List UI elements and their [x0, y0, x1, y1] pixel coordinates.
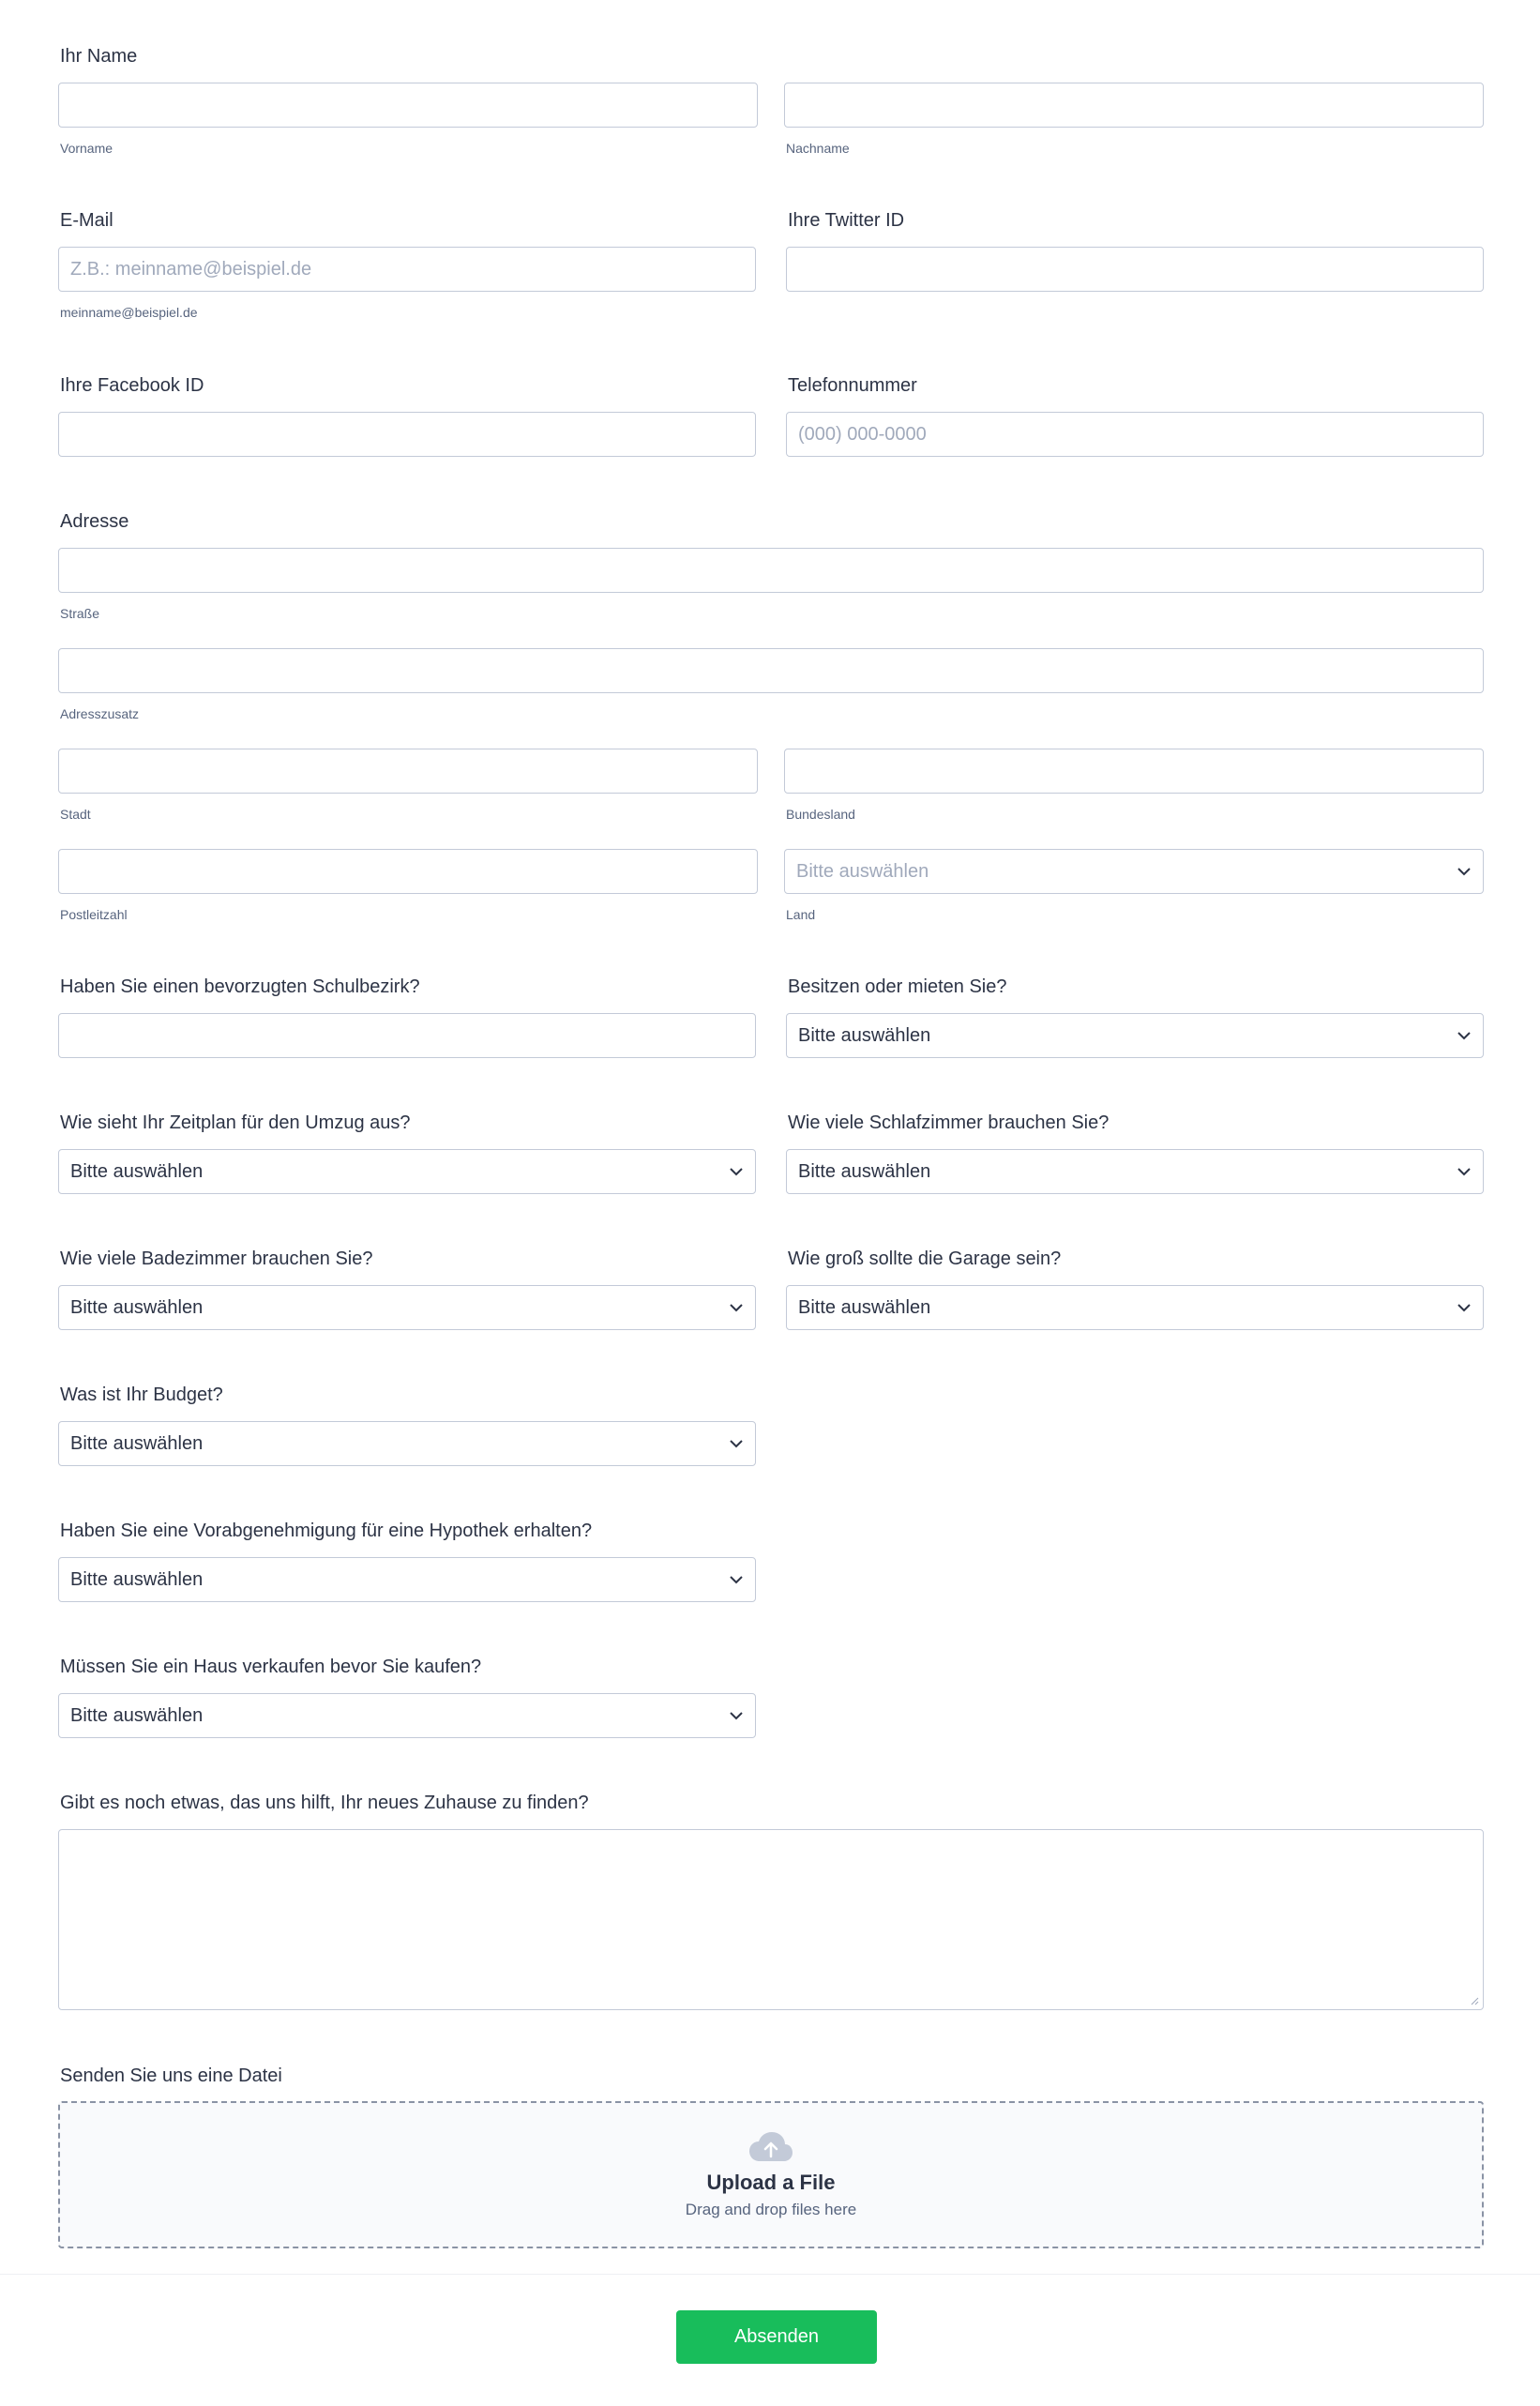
- bathrooms-label: Wie viele Badezimmer brauchen Sie?: [60, 1248, 373, 1269]
- bedrooms-select-value: Bitte auswählen: [798, 1160, 931, 1182]
- chevron-down-icon: [729, 1711, 744, 1720]
- anything-else-label: Gibt es noch etwas, das uns hilft, Ihr neues Zuhause zu finden?: [60, 1793, 589, 1813]
- garage-select[interactable]: [786, 1285, 1484, 1330]
- state-input[interactable]: [784, 749, 1484, 794]
- resize-handle-icon[interactable]: [1470, 1996, 1479, 2005]
- own-rent-select[interactable]: [786, 1013, 1484, 1058]
- country-select[interactable]: [784, 849, 1484, 894]
- facebook-input[interactable]: [58, 412, 756, 457]
- city-input[interactable]: [58, 749, 758, 794]
- phone-input[interactable]: (000) 000-0000: [786, 412, 1484, 457]
- bathrooms-select[interactable]: [58, 1285, 756, 1330]
- state-sublabel: Bundesland: [786, 807, 855, 822]
- timeline-label: Wie sieht Ihr Zeitplan für den Umzug aus?: [60, 1112, 411, 1133]
- country-sublabel: Land: [786, 907, 816, 922]
- sell-first-select[interactable]: [58, 1693, 756, 1738]
- budget-select-value: Bitte auswählen: [70, 1432, 204, 1454]
- email-label: E-Mail: [60, 210, 113, 231]
- mortgage-select-value: Bitte auswählen: [70, 1568, 204, 1590]
- timeline-select-value: Bitte auswählen: [70, 1160, 204, 1182]
- chevron-down-icon: [729, 1439, 744, 1448]
- bathrooms-select-value: Bitte auswählen: [70, 1296, 204, 1318]
- upload-title: Upload a File: [706, 2170, 836, 2194]
- submit-button[interactable]: Absenden: [676, 2310, 877, 2364]
- chevron-down-icon: [1457, 1303, 1472, 1312]
- zip-sublabel: Postleitzahl: [60, 907, 128, 922]
- anything-else-textarea[interactable]: [58, 1829, 1484, 2010]
- chevron-down-icon: [1457, 1167, 1472, 1176]
- country-select-value: Bitte auswählen: [796, 860, 929, 882]
- file-upload-dropzone[interactable]: [58, 2101, 1484, 2248]
- last-name-sublabel: Nachname: [786, 141, 850, 156]
- chevron-down-icon: [1457, 1031, 1472, 1040]
- own-rent-select-value: Bitte auswählen: [798, 1024, 931, 1046]
- budget-label: Was ist Ihr Budget?: [60, 1385, 223, 1405]
- cloud-upload-icon: [748, 2131, 793, 2163]
- upload-subtitle: Drag and drop files here: [685, 2200, 857, 2218]
- chevron-down-icon: [729, 1575, 744, 1584]
- address-line2-sublabel: Adresszusatz: [60, 706, 140, 721]
- bedrooms-label: Wie viele Schlafzimmer brauchen Sie?: [788, 1112, 1110, 1133]
- first-name-input[interactable]: [58, 83, 758, 128]
- email-sublabel: meinname@beispiel.de: [60, 305, 198, 320]
- budget-select[interactable]: [58, 1421, 756, 1466]
- facebook-label: Ihre Facebook ID: [60, 375, 204, 396]
- name-label: Ihr Name: [60, 46, 138, 67]
- first-name-sublabel: Vorname: [60, 141, 113, 156]
- city-sublabel: Stadt: [60, 807, 91, 822]
- phone-label: Telefonnummer: [788, 375, 917, 396]
- street-sublabel: Straße: [60, 606, 100, 621]
- chevron-down-icon: [1457, 867, 1472, 876]
- mortgage-label: Haben Sie eine Vorabgenehmigung für eine Hypothek erhalten?: [60, 1521, 593, 1541]
- own-rent-label: Besitzen oder mieten Sie?: [788, 976, 1007, 997]
- school-label: Haben Sie einen bevorzugten Schulbezirk?: [60, 976, 420, 997]
- chevron-down-icon: [729, 1303, 744, 1312]
- upload-label: Senden Sie uns eine Datei: [60, 2066, 282, 2086]
- last-name-input[interactable]: [784, 83, 1484, 128]
- school-input[interactable]: [58, 1013, 756, 1058]
- chevron-down-icon: [729, 1167, 744, 1176]
- mortgage-select[interactable]: [58, 1557, 756, 1602]
- email-input[interactable]: Z.B.: meinname@beispiel.de: [58, 247, 756, 292]
- garage-select-value: Bitte auswählen: [798, 1296, 931, 1318]
- twitter-label: Ihre Twitter ID: [788, 210, 905, 231]
- address-line2-input[interactable]: [58, 648, 1484, 693]
- sell-first-select-value: Bitte auswählen: [70, 1704, 204, 1726]
- sell-first-label: Müssen Sie ein Haus verkaufen bevor Sie kaufen?: [60, 1657, 482, 1677]
- address-label: Adresse: [60, 511, 129, 532]
- garage-label: Wie groß sollte die Garage sein?: [788, 1248, 1062, 1269]
- twitter-input[interactable]: [786, 247, 1484, 292]
- zip-input[interactable]: [58, 849, 758, 894]
- street-input[interactable]: [58, 548, 1484, 593]
- timeline-select[interactable]: [58, 1149, 756, 1194]
- bedrooms-select[interactable]: [786, 1149, 1484, 1194]
